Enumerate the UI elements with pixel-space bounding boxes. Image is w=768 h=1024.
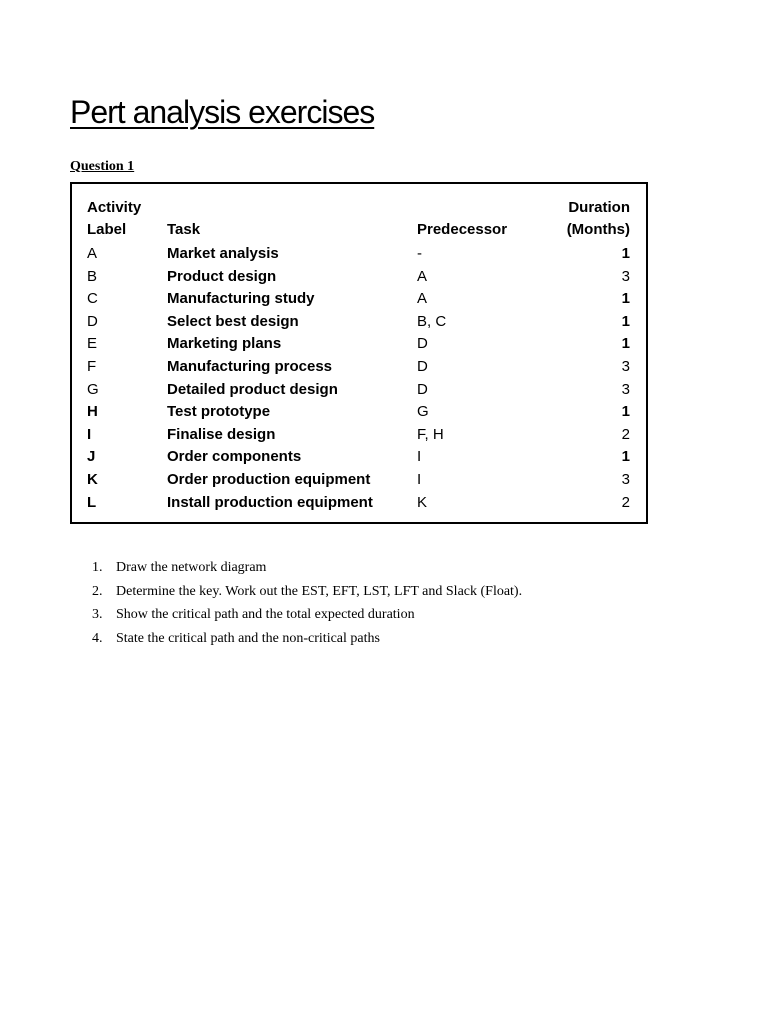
predecessor-cell: B, C <box>417 312 447 330</box>
predecessor-cell: D <box>417 358 428 375</box>
instruction-item <box>92 556 522 580</box>
table-row <box>72 469 646 491</box>
activity-label-cell: K <box>87 471 98 488</box>
activity-label-cell: H <box>87 403 98 421</box>
table-row <box>72 424 646 446</box>
task-cell: Test prototype <box>167 403 271 421</box>
header-label: Label <box>87 221 127 238</box>
activity-label-cell: A <box>87 245 98 262</box>
table-row <box>72 356 646 378</box>
table-row <box>72 311 646 333</box>
duration-cell: 1 <box>621 335 630 353</box>
header-months: (Months) <box>566 221 630 238</box>
duration-cell: 1 <box>621 245 630 262</box>
table-row <box>72 243 646 265</box>
activity-label-cell: F <box>87 358 97 375</box>
task-cell: Manufacturing process <box>167 358 333 375</box>
task-cell: Select best design <box>167 312 299 330</box>
duration-cell: 1 <box>621 312 630 330</box>
task-cell: Marketing plans <box>167 335 282 353</box>
task-cell: Finalise design <box>167 425 276 443</box>
header-predecessor: Predecessor <box>417 221 508 238</box>
question-label: Question 1 <box>70 159 135 174</box>
activity-label-cell: C <box>87 290 98 308</box>
table-header-top <box>72 197 646 219</box>
table-row <box>72 492 646 514</box>
duration-cell: 3 <box>621 358 630 375</box>
duration-cell: 1 <box>621 448 630 466</box>
predecessor-cell: I <box>417 448 422 466</box>
task-cell: Manufacturing study <box>167 290 315 308</box>
predecessor-cell: K <box>417 493 428 511</box>
header-duration: Duration <box>568 199 630 216</box>
instruction-number: 4. <box>92 630 103 646</box>
task-cell: Order production equipment <box>167 471 371 488</box>
predecessor-cell: A <box>417 267 428 285</box>
table-row <box>72 446 646 468</box>
instruction-item <box>92 627 522 651</box>
activity-label-cell: B <box>87 267 98 285</box>
table-row <box>72 401 646 423</box>
instructions-list <box>92 556 522 650</box>
predecessor-cell: D <box>417 380 428 398</box>
activity-label-cell: L <box>87 493 97 511</box>
instruction-item <box>92 580 522 604</box>
predecessor-cell: G <box>417 403 429 421</box>
predecessor-cell: A <box>417 290 428 308</box>
task-cell: Install production equipment <box>167 493 373 511</box>
duration-cell: 2 <box>621 493 630 511</box>
duration-cell: 2 <box>621 425 630 443</box>
table-row <box>72 379 646 401</box>
predecessor-cell: F, H <box>417 425 444 443</box>
table-row <box>72 333 646 355</box>
activity-label-cell: D <box>87 312 98 330</box>
instruction-text: Draw the network diagram <box>116 560 267 575</box>
instruction-text: Show the critical path and the total expected duration <box>116 607 415 622</box>
activity-label-cell: G <box>87 380 99 398</box>
task-cell: Order components <box>167 448 302 466</box>
duration-cell: 1 <box>621 290 630 308</box>
activity-table <box>70 182 648 524</box>
header-activity: Activity <box>87 199 142 216</box>
instruction-item <box>92 603 522 627</box>
duration-cell: 1 <box>621 403 630 421</box>
predecessor-cell: - <box>417 245 422 262</box>
task-cell: Detailed product design <box>167 380 338 398</box>
duration-cell: 3 <box>621 267 630 285</box>
instruction-number: 3. <box>92 607 103 622</box>
table-row <box>72 266 646 288</box>
duration-cell: 3 <box>621 380 630 398</box>
instruction-number: 2. <box>92 583 103 599</box>
table-row <box>72 288 646 310</box>
instruction-text: Determine the key. Work out the EST, EFT, LST, LFT and Slack (Float). <box>116 583 523 599</box>
activity-label-cell: I <box>87 425 92 443</box>
instruction-text: State the critical path and the non-critical paths <box>116 630 380 646</box>
duration-cell: 3 <box>621 471 630 488</box>
page-title: Pert analysis exercises <box>70 94 375 130</box>
predecessor-cell: I <box>417 471 422 488</box>
activity-label-cell: J <box>87 448 96 466</box>
task-cell: Product design <box>167 267 277 285</box>
instruction-number: 1. <box>92 560 103 575</box>
activity-label-cell: E <box>87 335 98 353</box>
task-cell: Market analysis <box>167 245 279 262</box>
predecessor-cell: D <box>417 335 428 353</box>
table-header-bottom <box>72 219 646 241</box>
header-task: Task <box>167 221 201 238</box>
